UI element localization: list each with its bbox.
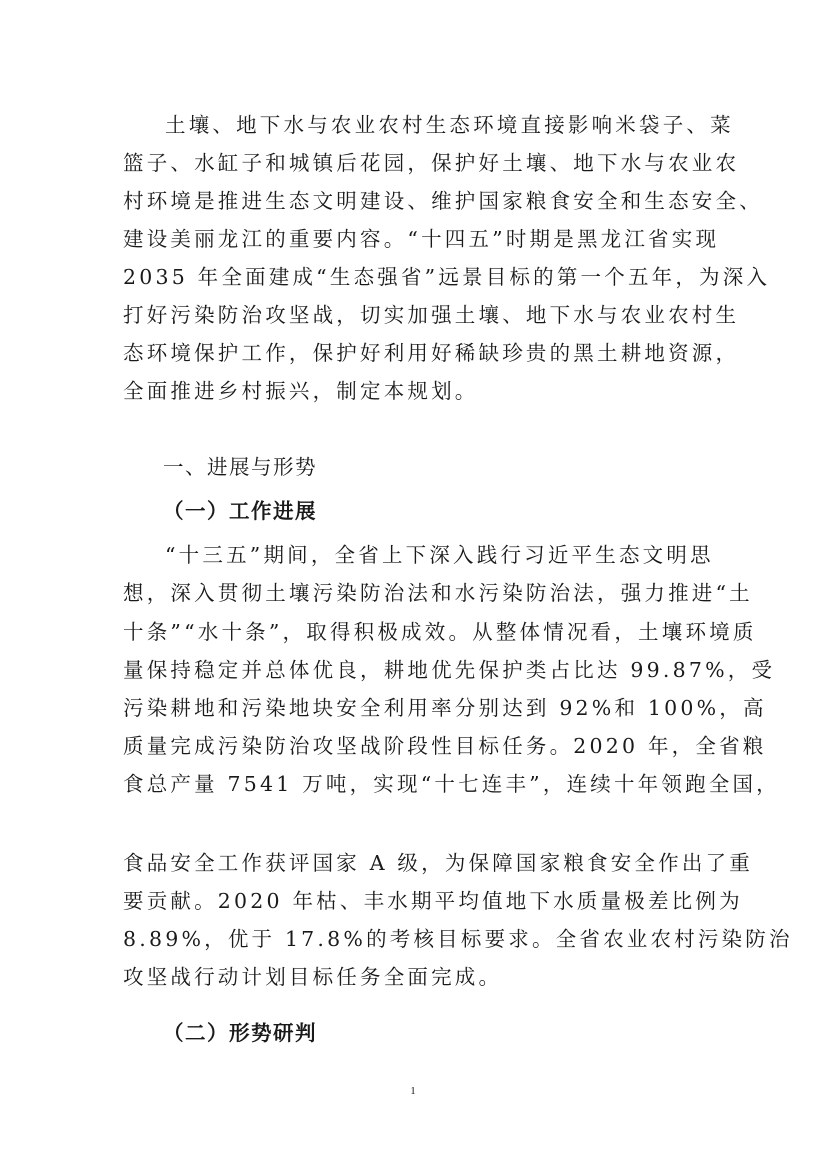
paragraph-line: 质量完成污染防治攻坚战阶段性目标任务。2020 年，全省粮 [123, 734, 767, 758]
paragraph-line: 建设美丽龙江的重要内容。“十四五”时期是黑龙江省实现 [123, 227, 720, 251]
paragraph-line: 污染耕地和污染地块安全利用率分别达到 92%和 100%，高 [123, 696, 767, 720]
paragraph-line: 食品安全工作获评国家 A 级，为保障国家粮食安全作出了重 [123, 851, 753, 875]
section-heading: 一、进展与形势 [163, 455, 317, 479]
page-number: 1 [410, 1085, 416, 1097]
paragraph-line: 土壤、地下水与农业农村生态环境直接影响米袋子、菜 [165, 113, 734, 137]
paragraph-line: 2035 年全面建成“生态强省”远景目标的第一个五年，为深入 [123, 265, 771, 289]
paragraph-line: 想，深入贯彻土壤污染防治法和水污染防治法，强力推进“土 [123, 581, 753, 605]
paragraph-line: “十三五”期间，全省上下深入践行习近平生态文明思 [165, 543, 714, 567]
paragraph-line: 打好污染防治攻坚战，切实加强土壤、地下水与农业农村生 [123, 303, 740, 327]
paragraph-line: 篮子、水缸子和城镇后花园，保护好土壤、地下水与农业农 [123, 151, 740, 175]
paragraph-line: 十条”“水十条”，取得积极成效。从整体情况看，土壤环境质 [123, 620, 757, 644]
paragraph-line: 态环境保护工作，保护好利用好稀缺珍贵的黑土耕地资源， [123, 341, 740, 365]
paragraph-line: 攻坚战行动计划目标任务全面完成。 [123, 965, 503, 989]
paragraph-line: 村环境是推进生态文明建设、维护国家粮食安全和生态安全、 [123, 189, 763, 213]
paragraph-line: 8.89%，优于 17.8%的考核目标要求。全省农业农村污染防治 [123, 927, 793, 951]
subsection-heading: （二）形势研判 [163, 1021, 317, 1045]
paragraph-line: 全面推进乡村振兴，制定本规划。 [123, 379, 479, 403]
subsection-heading: （一）工作进展 [163, 499, 317, 523]
paragraph-line: 食总产量 7541 万吨，实现“十七连丰”，连续十年领跑全国， [123, 772, 780, 796]
paragraph-line: 量保持稳定并总体优良，耕地优先保护类占比达 99.87%，受 [123, 658, 776, 682]
paragraph-line: 要贡献。2020 年枯、丰水期平均值地下水质量极差比例为 [123, 889, 743, 913]
